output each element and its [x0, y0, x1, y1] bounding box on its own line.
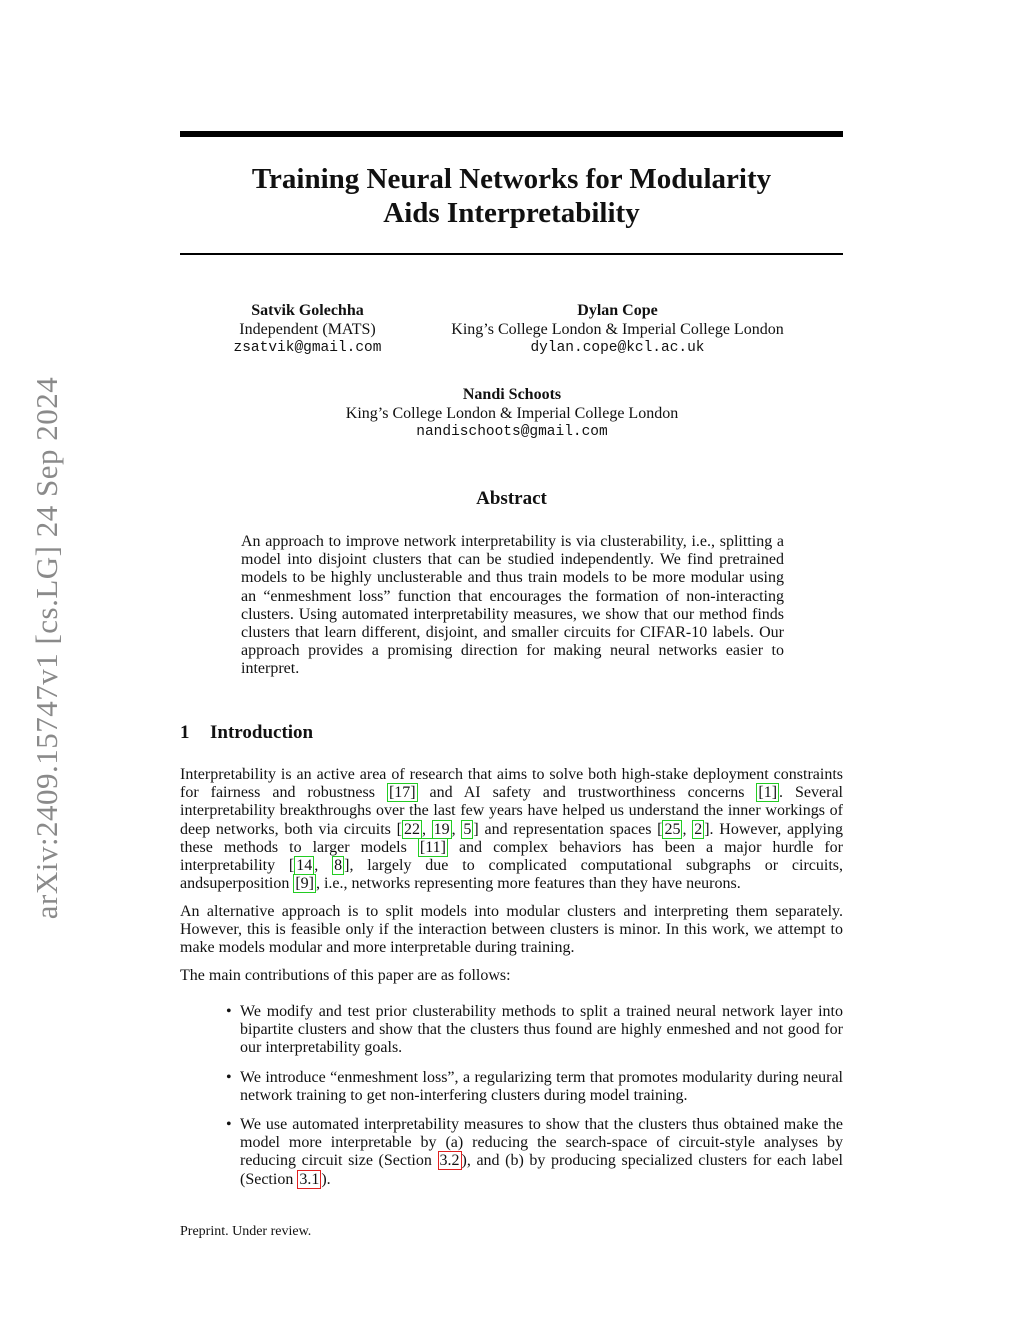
- citation-link[interactable]: 5: [463, 820, 472, 838]
- author-affiliation: King’s College London & Imperial College London: [345, 405, 679, 422]
- citation-link[interactable]: 25: [664, 820, 681, 838]
- section-number: 1: [180, 722, 190, 743]
- list-item: • We modify and test prior clusterability methods to split a trained neural network layer into bipartite clusters and show that the clusters thus found are highly enmeshed and not good for our interpretability goals.: [226, 1003, 843, 1058]
- author-block-3: [300, 385, 724, 442]
- author-email[interactable]: nandischoots@gmail.com: [416, 424, 608, 440]
- citation-link[interactable]: 19: [433, 820, 450, 838]
- section-heading-introduction: [180, 722, 313, 744]
- author-affiliation: Independent (MATS): [239, 321, 376, 338]
- citation-link[interactable]: [9]: [295, 875, 314, 893]
- list-item: • We introduce “enmeshment loss”, a regularizing term that promotes modularity during neural network training to get non-interfering clusters during model training.: [226, 1069, 843, 1105]
- title-bottom-rule: [180, 253, 843, 255]
- citation-link[interactable]: 14: [296, 857, 313, 875]
- citation-link[interactable]: [11]: [419, 838, 446, 856]
- title-line-2: Aids Interpretability: [383, 197, 640, 229]
- author-block-2: [430, 301, 805, 358]
- abstract-text: An approach to improve network interpretability is via clusterability, i.e., splitting a model into disjoint clusters that can be studied independently. We find pretrained models to be highly unclusterable and thus train models to be more modular using an “enmeshment loss” function that encourages the formation of non-interacting clusters. Using automated interpretability measures, we show that our method finds clusters that learn different, disjoint, and smaller circuits for CIFAR-10 labels. Our approach provides a promising direction for making neural networks easier to interpret.: [241, 533, 784, 678]
- citation-link[interactable]: 22: [403, 820, 420, 838]
- citation-link[interactable]: 8: [334, 857, 343, 875]
- citation-link[interactable]: 2: [694, 820, 703, 838]
- author-email[interactable]: dylan.cope@kcl.ac.uk: [530, 340, 705, 356]
- author-name: Dylan Cope: [577, 302, 658, 319]
- author-affiliation: King’s College London & Imperial College London: [451, 321, 784, 338]
- intro-paragraph-2: An alternative approach is to split models into modular clusters and interpreting them separately. However, this is feasible only if the interaction between clusters is minor. In this work, we attempt to make models modular and more interpretable during training.: [180, 903, 843, 957]
- author-name: Satvik Golechha: [251, 302, 364, 319]
- abstract-heading: Abstract: [476, 488, 547, 509]
- author-block-1: [200, 301, 415, 358]
- intro-paragraph-1: Interpretability is an active area of research that aims to solve both high-stake deployment constraints for fairness and robustness [17] and AI safety and trustworthiness concerns [1] . Several interpretability breakthroughs over the last few years have helped us understand the inner workings of deep networks, both via circuits [ 22 , 19 , 5 ] and representation spaces [ 25 , 2 ]. However, applying these methods to larger models [11] and complex behaviors has been a major hurdle for interpretability [ 14 , 8 ], largely due to complicated computational subgraphs or circuits, andsuperposition [9] , i.e., networks representing more features than they have neurons.: [180, 766, 844, 893]
- arxiv-id-text: arXiv:2409.15747v1 [cs.LG] 24 Sep 2024: [29, 376, 64, 920]
- citation-link[interactable]: [1]: [758, 784, 778, 802]
- title-line-1: Training Neural Networks for Modularity: [251, 163, 772, 195]
- section-reference-link[interactable]: 3.1: [299, 1170, 320, 1188]
- intro-paragraph-3: The main contributions of this paper are as follows:: [180, 967, 511, 984]
- citation-link[interactable]: [17]: [388, 784, 416, 802]
- paper-title: [180, 162, 843, 230]
- title-top-rule: [180, 131, 843, 137]
- footer-note: Preprint. Under review.: [180, 1224, 312, 1239]
- arxiv-side-identifier: [24, 0, 70, 1325]
- author-name: Nandi Schoots: [462, 386, 562, 403]
- section-title: Introduction: [210, 722, 314, 743]
- list-item: • We use automated interpretability measures to show that the clusters thus obtained make the model more interpretable by (a) reducing the search-space of circuit-style analyses by reducing circuit size (Section 3.2 ), and (b) by producing specialized clusters for each label (Section 3.1 ).: [226, 1116, 843, 1189]
- contributions-list: [226, 1003, 843, 1200]
- author-email[interactable]: zsatvik@gmail.com: [233, 340, 382, 356]
- section-reference-link[interactable]: 3.2: [439, 1152, 460, 1170]
